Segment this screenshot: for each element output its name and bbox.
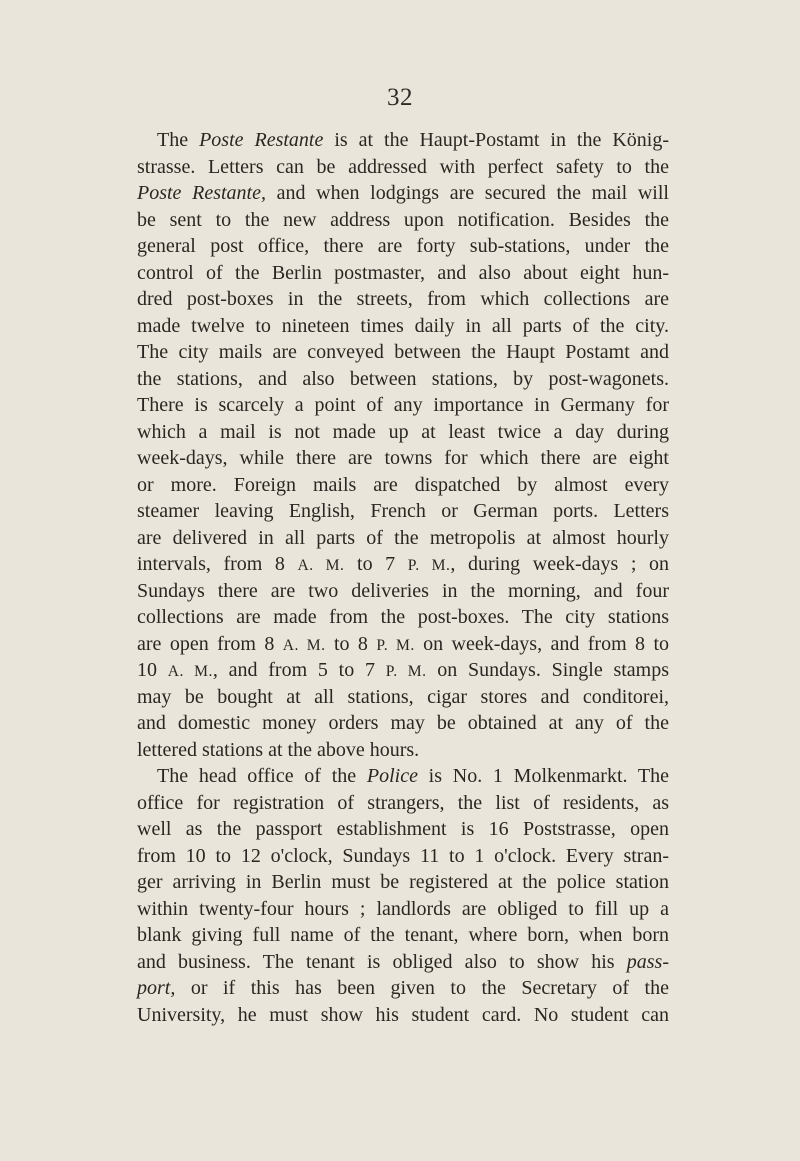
text-line (137, 869, 669, 896)
text-fragment: , during week-days ; on (450, 553, 669, 575)
text-line (137, 737, 669, 764)
small-caps-text: A. M. (167, 663, 213, 680)
text-fragment: ger arriving in Berlin must be registered at the police station (137, 871, 669, 893)
text-line (137, 975, 669, 1002)
text-fragment: to 8 (325, 632, 377, 655)
text-fragment: Sundays there are two deliveries in the morning, and four (137, 579, 669, 602)
text-fragment: 10 (137, 659, 168, 681)
text-fragment: intervals, from 8 (137, 553, 298, 575)
text-fragment: is at the Haupt-Postamt in the König- (323, 129, 670, 151)
text-line (137, 896, 669, 923)
text-fragment: general post office, there are forty sub-stations, under the (137, 235, 669, 257)
text-line (137, 604, 669, 631)
text-fragment: and business. The tenant is obliged also to show his (137, 950, 627, 973)
text-line (137, 922, 669, 949)
text-fragment: University, he must show his student card. No student can (137, 1003, 669, 1026)
text-line (137, 816, 669, 843)
text-fragment: There is scarcely a point of any importance in Germany for (137, 394, 669, 416)
text-fragment: or if this has been given to the Secretary of the (175, 977, 669, 999)
text-fragment: on week-days, and from 8 to (414, 632, 669, 655)
text-line (137, 419, 669, 446)
text-line (137, 286, 669, 313)
text-fragment: may be bought at all stations, cigar stores and conditorei, (137, 685, 669, 708)
text-fragment: within twenty-four hours ; landlords are obliged to fill up a (137, 897, 669, 920)
italic-text: Poste Restante (199, 129, 324, 151)
text-fragment: are delivered in all parts of the metropolis at almost hourly (137, 526, 669, 549)
paragraph (137, 127, 669, 763)
paragraph (137, 763, 669, 1028)
text-line (137, 339, 669, 366)
text-line (137, 657, 669, 684)
text-line (137, 498, 669, 525)
text-line (137, 551, 669, 578)
italic-text: port, (137, 977, 176, 999)
text-fragment: lettered stations at the above hours. (137, 738, 420, 761)
text-fragment: on Sundays. Single stamps (426, 659, 670, 681)
text-fragment: The head office of the (157, 765, 367, 787)
text-line (137, 366, 669, 393)
text-line (137, 763, 669, 790)
text-fragment: steamer leaving English, French or German ports. Letters (137, 500, 669, 522)
small-caps-text: P. M. (407, 557, 451, 574)
italic-text: pass- (626, 950, 669, 973)
small-caps-text: P. M. (376, 636, 415, 654)
text-line (137, 392, 669, 419)
text-fragment: and domestic money orders may be obtained at any of the (137, 712, 669, 734)
text-fragment: which a mail is not made up at least twice a day during (137, 420, 669, 443)
text-fragment: office for registration of strangers, the list of residents, as (137, 791, 669, 814)
text-fragment: or more. Foreign mails are dispatched by almost every (137, 473, 669, 496)
text-fragment: The (157, 129, 200, 151)
text-line (137, 207, 669, 234)
text-fragment: , and from 5 to 7 (212, 659, 386, 681)
text-line (137, 445, 669, 472)
small-caps-text: A. M. (297, 557, 345, 574)
text-fragment: be sent to the new address upon notification. Besides the (137, 208, 669, 231)
text-line (137, 233, 669, 260)
italic-text: Police (366, 765, 418, 787)
text-line (137, 790, 669, 817)
text-line (137, 472, 669, 499)
text-fragment: strasse. Letters can be addressed with perfect safety to the (137, 155, 669, 178)
text-line (137, 313, 669, 340)
text-line (137, 843, 669, 870)
text-fragment: dred post-boxes in the streets, from which collections are (137, 288, 669, 310)
small-caps-text: A. M. (282, 636, 326, 654)
text-line (137, 578, 669, 605)
text-fragment: are open from 8 (137, 632, 283, 655)
text-line (137, 180, 669, 207)
text-fragment: well as the passport establishment is 16 Poststrasse, open (137, 818, 669, 840)
small-caps-text: P. M. (385, 663, 427, 680)
text-line (137, 949, 669, 976)
text-fragment: from 10 to 12 o'clock, Sundays 11 to 1 o'clock. Every stran- (137, 844, 669, 867)
text-fragment: and when lodgings are secured the mail will (265, 182, 669, 204)
text-fragment: to 7 (344, 553, 408, 575)
body-text (137, 127, 669, 1028)
page-number: 32 (387, 84, 413, 111)
text-line (137, 710, 669, 737)
italic-text: Poste Restante, (137, 182, 266, 204)
text-line (137, 154, 669, 181)
text-fragment: made twelve to nineteen times daily in all parts of the city. (137, 314, 669, 337)
text-fragment: blank giving full name of the tenant, where born, when born (137, 924, 669, 946)
text-line (137, 631, 669, 658)
text-fragment: The city mails are conveyed between the Haupt Postamt and (137, 341, 669, 363)
text-line (137, 684, 669, 711)
text-fragment: is No. 1 Molkenmarkt. The (417, 765, 669, 787)
text-fragment: control of the Berlin postmaster, and also about eight hun- (137, 261, 669, 284)
text-fragment: the stations, and also between stations, by post-wagonets. (137, 367, 669, 390)
text-line (137, 1002, 669, 1029)
text-fragment: week-days, while there are towns for which there are eight (137, 447, 669, 469)
text-fragment: collections are made from the post-boxes. The city stations (137, 606, 669, 628)
text-line (137, 260, 669, 287)
text-line (137, 525, 669, 552)
text-line (137, 127, 669, 154)
